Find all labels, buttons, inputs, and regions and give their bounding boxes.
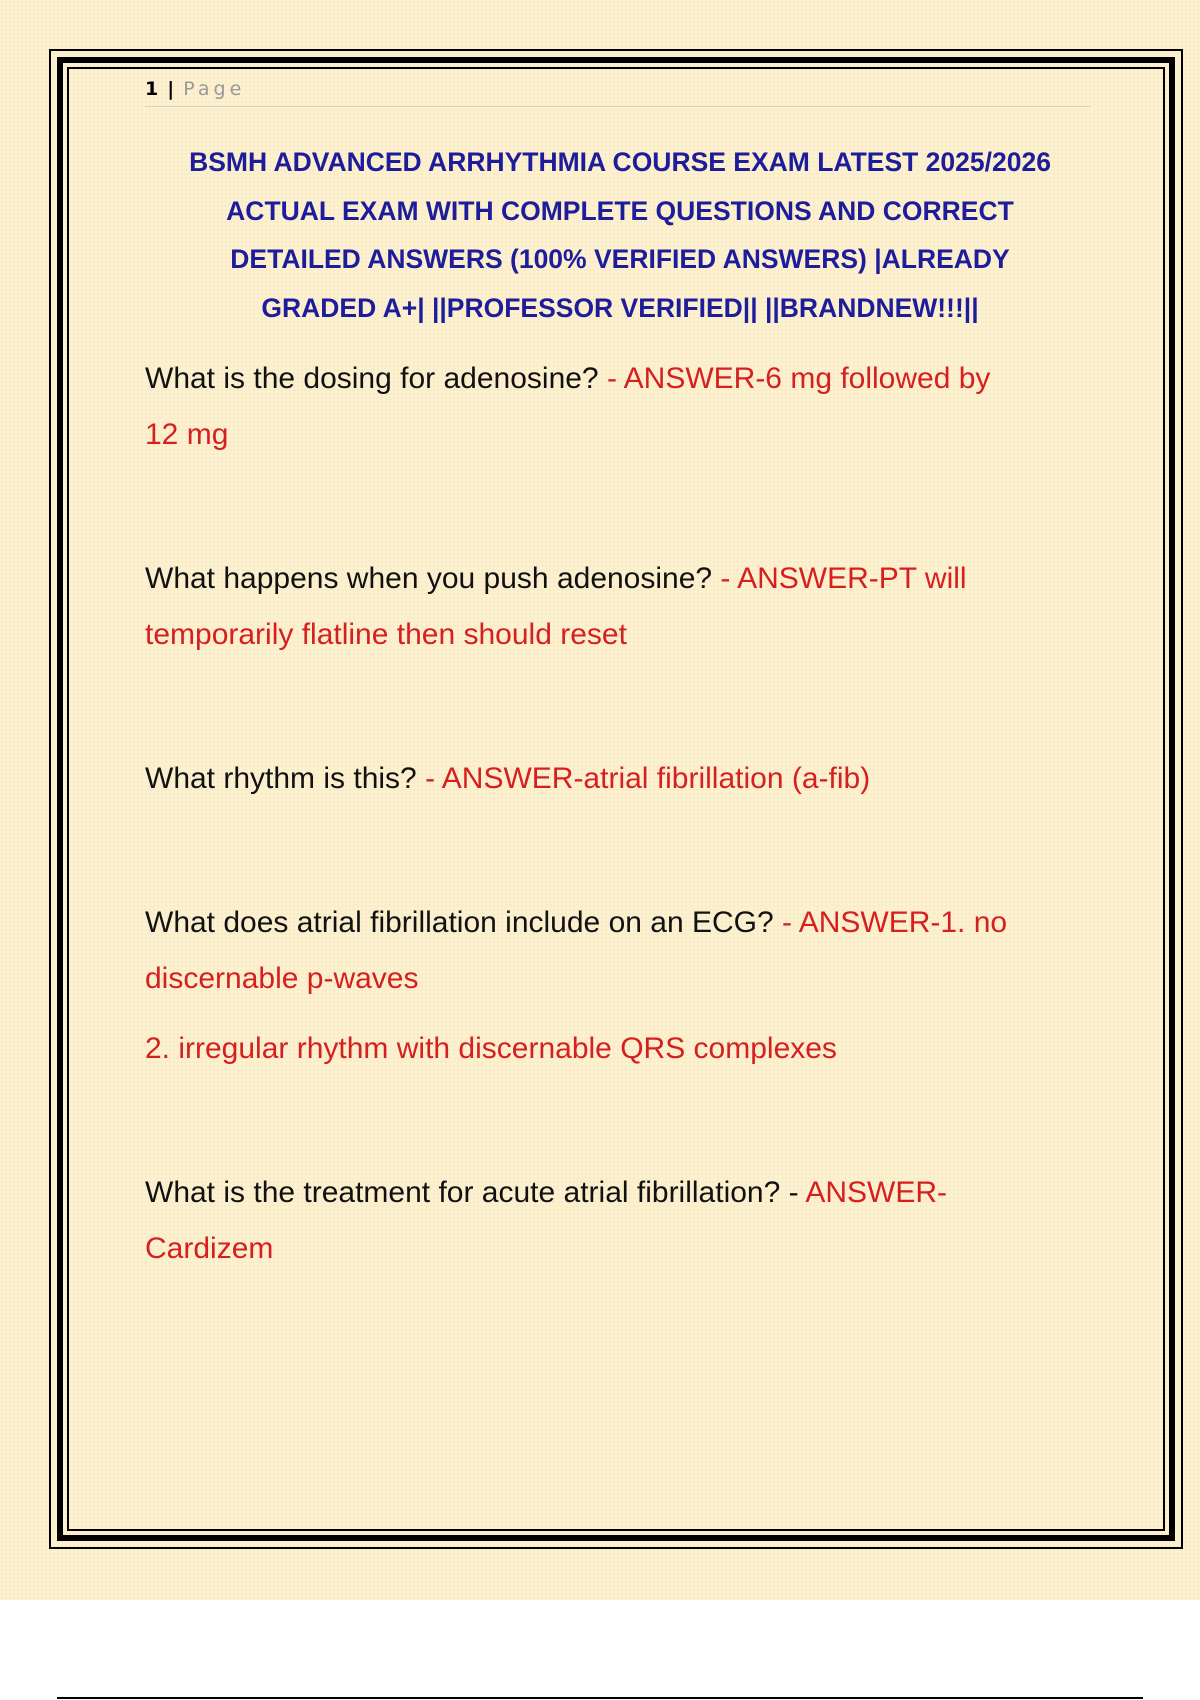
answer-separator: - xyxy=(780,1176,806,1209)
answer-text: ANSWER-PT will xyxy=(737,562,967,595)
document-title xyxy=(140,138,1100,333)
question-text: What happens when you push adenosine? xyxy=(145,562,713,595)
qa-item xyxy=(145,351,1085,463)
question-text: What rhythm is this? xyxy=(145,762,417,795)
next-page-rule xyxy=(57,1697,1143,1699)
answer-text: ANSWER- xyxy=(805,1176,947,1209)
answer-text-continued: 2. irregular rhythm with discernable QRS complexes xyxy=(145,1032,837,1065)
answer-separator: - xyxy=(773,906,799,939)
answer-text-continued: 12 mg xyxy=(145,418,229,451)
question-text: What is the dosing for adenosine? xyxy=(145,362,599,395)
answer-text: ANSWER-6 mg followed by xyxy=(623,362,991,395)
answer-text: ANSWER-atrial fibrillation (a-fib) xyxy=(441,762,871,795)
answer-separator: - xyxy=(416,762,442,795)
title-line: GRADED A+| ||PROFESSOR VERIFIED|| ||BRANDNEW!!!|| xyxy=(261,293,979,324)
answer-text-continued: discernable p-waves xyxy=(145,962,419,995)
answer-separator: - xyxy=(598,362,624,395)
question-text: What does atrial fibrillation include on an ECG? xyxy=(145,906,774,939)
title-line: BSMH ADVANCED ARRHYTHMIA COURSE EXAM LATEST 2025/2026 xyxy=(189,147,1051,177)
qa-item xyxy=(145,895,1085,1077)
page-number: 1 xyxy=(145,78,159,100)
qa-item xyxy=(145,551,1085,663)
answer-text-continued: temporarily flatline then should reset xyxy=(145,618,627,651)
title-line: ACTUAL EXAM WITH COMPLETE QUESTIONS AND CORRECT xyxy=(226,195,1014,226)
question-text: What is the treatment for acute atrial fibrillation? xyxy=(145,1176,781,1209)
page-header-separator: | xyxy=(167,78,175,100)
answer-text: ANSWER-1. no xyxy=(798,906,1008,939)
page-header xyxy=(145,74,1091,107)
qa-item xyxy=(145,751,1085,807)
qa-item xyxy=(145,1165,1085,1277)
answer-text-continued: Cardizem xyxy=(145,1232,274,1265)
answer-separator: - xyxy=(712,562,738,595)
title-line: DETAILED ANSWERS (100% VERIFIED ANSWERS) |ALREADY xyxy=(230,244,1010,275)
page-label: Page xyxy=(183,78,246,100)
